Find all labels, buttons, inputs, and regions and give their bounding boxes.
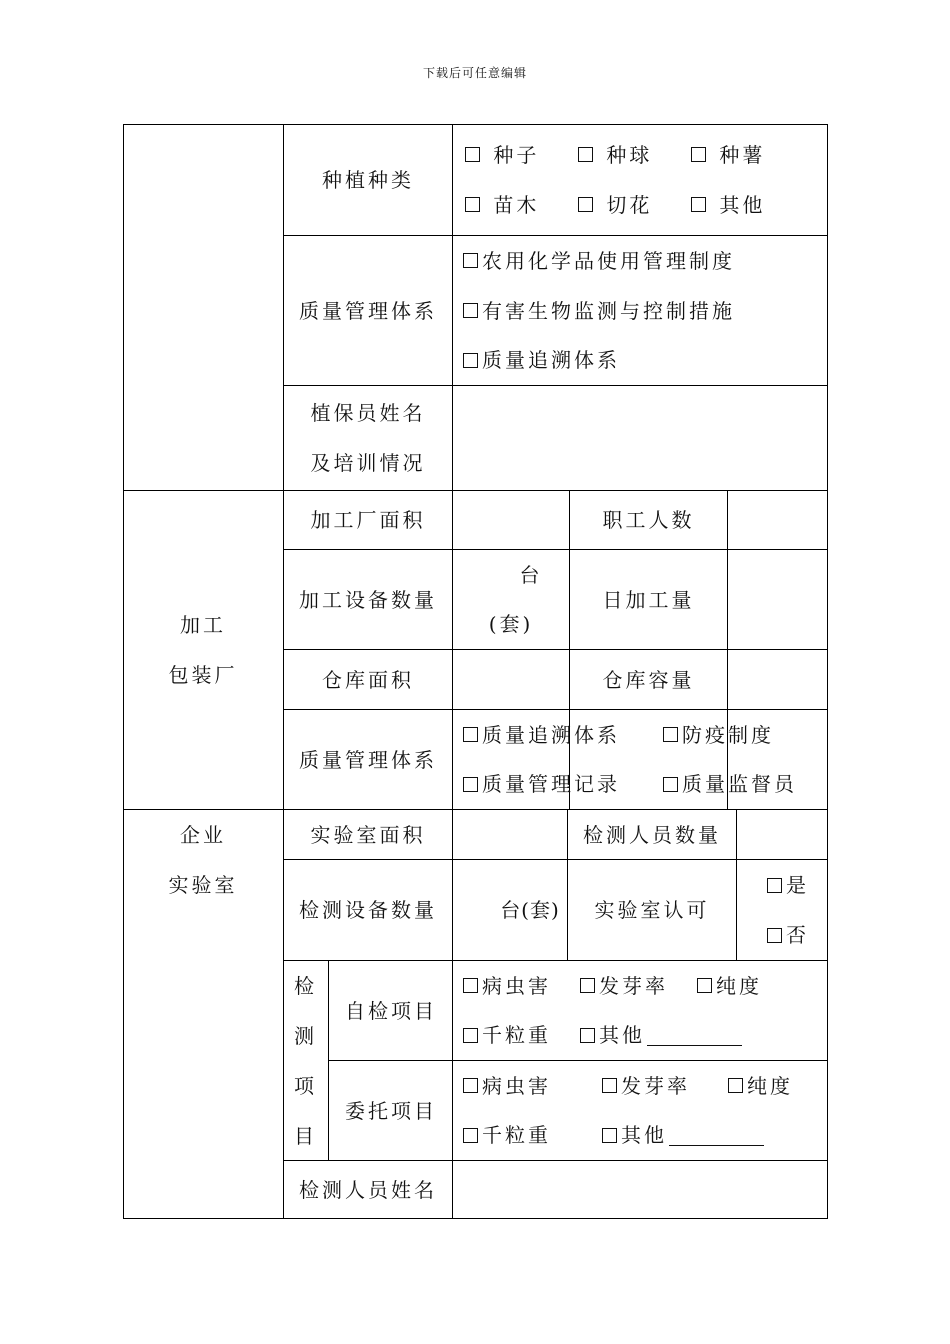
option-quality-supervisor[interactable]: 质量监督员 <box>663 774 797 794</box>
checkbox-icon[interactable] <box>463 1078 478 1093</box>
test-equipment-label: 检测设备数量 <box>299 898 437 922</box>
checkbox-icon[interactable] <box>580 978 595 993</box>
self-test-label: 自检项目 <box>345 998 437 1023</box>
checkbox-icon[interactable] <box>578 197 593 212</box>
warehouse-area-field[interactable] <box>453 650 569 709</box>
lab-area-field[interactable] <box>453 810 567 859</box>
checkbox-icon[interactable] <box>728 1078 743 1093</box>
daily-capacity-label: 日加工量 <box>602 587 695 612</box>
processing-equipment-field[interactable]: 台 (套) <box>488 562 543 637</box>
checkbox-icon[interactable] <box>463 253 478 268</box>
plant-protector-label: 植保员姓名 及培训情况 <box>310 401 426 475</box>
option-no[interactable]: 否 <box>767 925 809 945</box>
warehouse-capacity-label: 仓库容量 <box>602 667 695 692</box>
option-bulb[interactable]: 种球 <box>578 145 691 165</box>
self-test-options <box>453 961 828 1060</box>
option-quality-records[interactable]: 质量管理记录 <box>463 774 663 794</box>
checkbox-icon[interactable] <box>697 978 712 993</box>
processing-area-label: 加工厂面积 <box>310 508 426 532</box>
option-other-test[interactable]: 其他 <box>580 1025 742 1046</box>
option-seed-potato[interactable]: 种薯 <box>691 145 765 165</box>
option-thousand-grain-weight-entrusted[interactable]: 千粒重 <box>463 1125 602 1145</box>
checkbox-icon[interactable] <box>463 303 478 318</box>
checkbox-icon[interactable] <box>465 197 480 212</box>
quality-mgmt-options <box>453 236 828 385</box>
processing-quality-label: 质量管理体系 <box>299 747 437 772</box>
option-cut-flower[interactable]: 切花 <box>578 195 691 215</box>
option-purity-entrusted[interactable]: 纯度 <box>728 1076 793 1096</box>
warehouse-area-label: 仓库面积 <box>322 667 414 692</box>
option-traceability[interactable]: 质量追溯体系 <box>463 350 620 370</box>
plant-protector-field[interactable] <box>453 386 828 490</box>
inspector-name-field[interactable] <box>453 1161 828 1218</box>
option-seed[interactable]: 种子 <box>465 145 578 165</box>
checkbox-icon[interactable] <box>602 1128 617 1143</box>
option-germination-entrusted[interactable]: 发芽率 <box>602 1076 728 1096</box>
checkbox-icon[interactable] <box>463 1028 478 1043</box>
option-pest[interactable]: 病虫害 <box>463 976 580 996</box>
inspector-count-field[interactable] <box>737 810 828 859</box>
processing-quality-options <box>453 710 828 809</box>
test-equipment-field[interactable]: 台(套) <box>500 898 560 922</box>
planting-type-options <box>453 124 828 235</box>
option-agrochemical[interactable]: 农用化学品使用管理制度 <box>463 251 735 271</box>
checkbox-icon[interactable] <box>663 727 678 742</box>
option-traceability-2[interactable]: 质量追溯体系 <box>463 725 663 745</box>
processing-area-field[interactable] <box>453 491 569 549</box>
checkbox-icon[interactable] <box>463 777 478 792</box>
entrusted-test-options <box>453 1061 828 1160</box>
checkbox-icon[interactable] <box>578 147 593 162</box>
checkbox-icon[interactable] <box>767 878 782 893</box>
processing-equipment-label: 加工设备数量 <box>299 587 437 612</box>
checkbox-icon[interactable] <box>602 1078 617 1093</box>
option-pest-entrusted[interactable]: 病虫害 <box>463 1076 602 1096</box>
other-test-input[interactable] <box>647 1025 742 1046</box>
page-header: 下载后可任意编辑 <box>422 66 527 80</box>
checkbox-icon[interactable] <box>663 777 678 792</box>
option-yes[interactable]: 是 <box>767 875 809 895</box>
option-germination[interactable]: 发芽率 <box>580 976 697 996</box>
option-thousand-grain-weight[interactable]: 千粒重 <box>463 1025 580 1045</box>
planting-type-label: 种植种类 <box>322 167 414 192</box>
staff-count-label: 职工人数 <box>602 508 695 532</box>
lab-area-label: 实验室面积 <box>310 822 426 847</box>
checkbox-icon[interactable] <box>463 978 478 993</box>
checkbox-icon[interactable] <box>465 147 480 162</box>
quality-mgmt-label: 质量管理体系 <box>299 298 437 323</box>
option-other[interactable]: 其他 <box>691 195 765 215</box>
test-items-label: 检 测 项 目 <box>294 973 317 1148</box>
processing-plant-label: 加工 包装厂 <box>168 613 238 687</box>
inspector-name-label: 检测人员姓名 <box>299 1177 437 1202</box>
daily-capacity-field[interactable] <box>728 550 828 649</box>
checkbox-icon[interactable] <box>691 147 706 162</box>
lab-accreditation-options <box>737 860 828 960</box>
option-epidemic-prevention[interactable]: 防疫制度 <box>663 725 774 745</box>
checkbox-icon[interactable] <box>463 727 478 742</box>
option-other-entrusted[interactable]: 其他 <box>602 1125 764 1146</box>
option-seedling[interactable]: 苗木 <box>465 195 578 215</box>
checkbox-icon[interactable] <box>463 353 478 368</box>
lab-label: 企业 实验室 <box>168 823 238 897</box>
entrusted-test-label: 委托项目 <box>345 1098 437 1123</box>
checkbox-icon[interactable] <box>580 1028 595 1043</box>
lab-accreditation-label: 实验室认可 <box>594 898 710 922</box>
checkbox-icon[interactable] <box>691 197 706 212</box>
checkbox-icon[interactable] <box>463 1128 478 1143</box>
warehouse-capacity-field[interactable] <box>728 650 828 709</box>
staff-count-field[interactable] <box>728 491 828 549</box>
option-pest-monitoring[interactable]: 有害生物监测与控制措施 <box>463 301 735 321</box>
application-form-table <box>123 124 828 1219</box>
checkbox-icon[interactable] <box>767 928 782 943</box>
option-purity[interactable]: 纯度 <box>697 976 762 996</box>
inspector-count-label: 检测人员数量 <box>583 822 721 847</box>
other-entrusted-input[interactable] <box>669 1125 764 1146</box>
